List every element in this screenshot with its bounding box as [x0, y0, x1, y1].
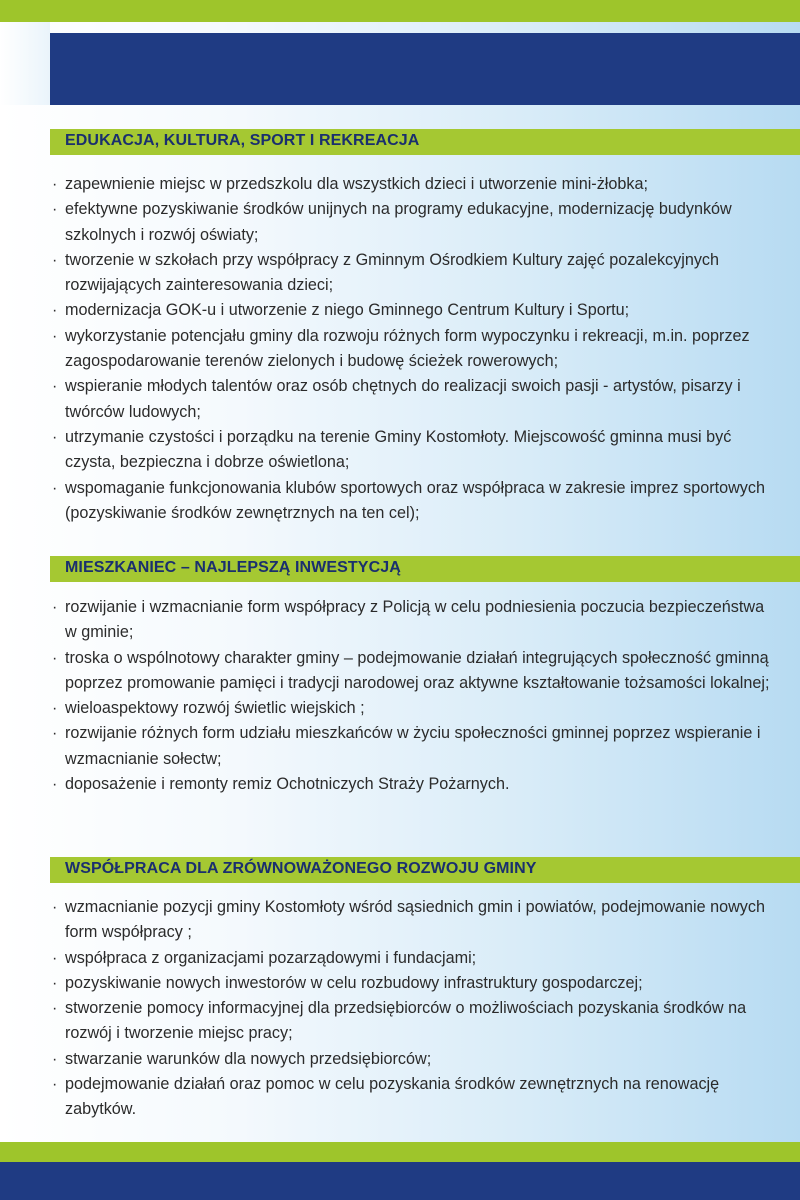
section-title: MIESZKANIEC – NAJLEPSZĄ INWESTYCJĄ — [65, 559, 401, 576]
list-item: · troska o wspólnotowy charakter gminy – podejmowanie działań integrujących społeczność gminną poprzez promowanie pamięci i tradycji narodowej oraz aktywne kształtowanie tożsamości lokalnej; — [0, 646, 800, 697]
section-title: EDUKACJA, KULTURA, SPORT I REKREACJA — [65, 132, 420, 149]
list-item: · modernizacja GOK-u i utworzenie z niego Gminnego Centrum Kultury i Sportu; — [0, 298, 800, 323]
list-item: · rozwijanie i wzmacnianie form współpracy z Policją w celu podniesienia poczucia bezpieczeństwa w gminie; — [0, 595, 800, 646]
list-item: · wspieranie młodych talentów oraz osób chętnych do realizacji swoich pasji - artystów, pisarzy i twórców ludowych; — [0, 374, 800, 425]
bottom-lime-band — [0, 1142, 800, 1162]
list-item: · doposażenie i remonty remiz Ochotniczych Straży Pożarnych. — [0, 772, 800, 797]
list-item: · tworzenie w szkołach przy współpracy z Gminnym Ośrodkiem Kultury zajęć pozalekcyjnych rozwijających zainteresowania dzieci; — [0, 248, 800, 299]
list-item: · stworzenie pomocy informacyjnej dla przedsiębiorców o możliwościach pozyskania środków na rozwój i tworzenie miejsc pracy; — [0, 996, 800, 1047]
cooperation-list — [0, 895, 800, 1123]
top-navy-banner — [50, 33, 800, 105]
list-item: · podejmowanie działań oraz pomoc w celu pozyskania środków zewnętrznych na renowację zabytków. — [0, 1072, 800, 1123]
top-lime-band — [0, 0, 800, 22]
list-item: · pozyskiwanie nowych inwestorów w celu rozbudowy infrastruktury gospodarczej; — [0, 971, 800, 996]
list-item: · współpraca z organizacjami pozarządowymi i fundacjami; — [0, 946, 800, 971]
list-item: · rozwijanie różnych form udziału mieszkańców w życiu społeczności gminnej poprzez wspieranie i wzmacnianie sołectw; — [0, 721, 800, 772]
section-title: WSPÓŁPRACA DLA ZRÓWNOWAŻONEGO ROZWOJU GMINY — [65, 860, 537, 877]
list-item: · wspomaganie funkcjonowania klubów sportowych oraz współpraca w zakresie imprez sportowych (pozyskiwanie środków zewnętrznych na ten cel); — [0, 476, 800, 527]
resident-list — [0, 595, 800, 797]
top-left-fade — [0, 22, 50, 105]
bottom-navy-band — [0, 1162, 800, 1200]
education-list — [0, 172, 800, 526]
list-item: · wzmacnianie pozycji gminy Kostomłoty wśród sąsiednich gmin i powiatów, podejmowanie nowych form współpracy ; — [0, 895, 800, 946]
list-item: · utrzymanie czystości i porządku na terenie Gminy Kostomłoty. Miejscowość gminna musi być czysta, bezpieczna i dobrze oświetlona; — [0, 425, 800, 476]
list-item: · stwarzanie warunków dla nowych przedsiębiorców; — [0, 1047, 800, 1072]
section-heading-resident — [50, 556, 800, 582]
list-item: · wykorzystanie potencjału gminy dla rozwoju różnych form wypoczynku i rekreacji, m.in. poprzez zagospodarowanie terenów zielonych i budowę ścieżek rowerowych; — [0, 324, 800, 375]
section-heading-education — [50, 129, 800, 155]
list-item: · efektywne pozyskiwanie środków unijnych na programy edukacyjne, modernizację budynków szkolnych i rozwój oświaty; — [0, 197, 800, 248]
section-heading-cooperation — [50, 857, 800, 883]
list-item: · zapewnienie miejsc w przedszkolu dla wszystkich dzieci i utworzenie mini-żłobka; — [0, 172, 800, 197]
list-item: · wieloaspektowy rozwój świetlic wiejskich ; — [0, 696, 800, 721]
